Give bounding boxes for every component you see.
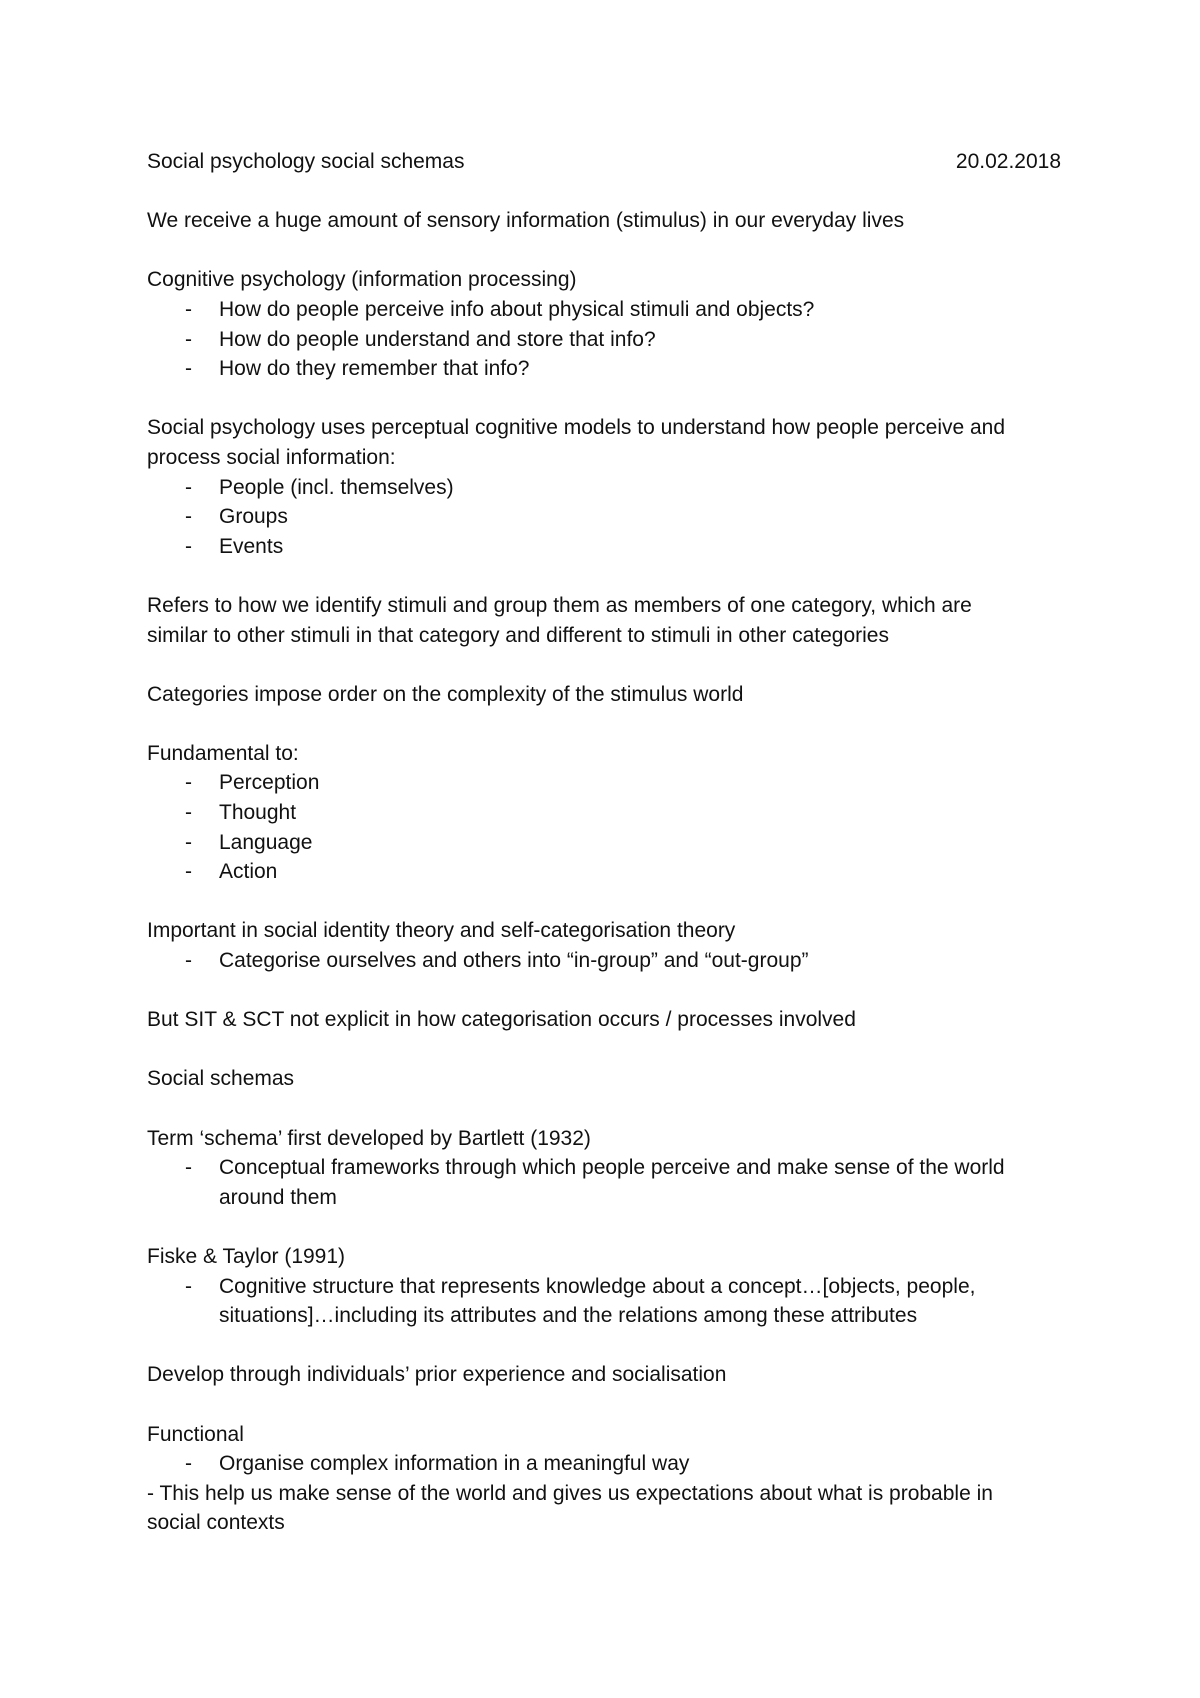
list-item: - How do they remember that info? (147, 354, 1061, 384)
list-item: - Groups (147, 502, 1061, 532)
section-important (147, 916, 1061, 975)
list-item-line: around them (219, 1185, 337, 1209)
list-item-line: - Cognitive structure that represents knowledge about a concept…[objects, people, (219, 1274, 976, 1298)
list-item: - Organise complex information in a meaningful way (147, 1449, 1061, 1479)
list-item-line: - Conceptual frameworks through which people perceive and make sense of the world (219, 1156, 1005, 1180)
develop-paragraph: Develop through individuals’ prior experience and socialisation (147, 1363, 727, 1387)
section-refers (147, 591, 1061, 650)
document-title: Social psychology social schemas (147, 150, 465, 173)
sit-sct-paragraph: But SIT & SCT not explicit in how categorisation occurs / processes involved (147, 1008, 856, 1032)
list-item: - People (incl. themselves) (147, 473, 1061, 503)
document-date: 20.02.2018 (955, 150, 1061, 173)
section-social (147, 413, 1061, 561)
section-heading: Cognitive psychology (information processing) (147, 268, 577, 292)
section-heading: Fundamental to: (147, 741, 299, 765)
section-functional (147, 1420, 1061, 1538)
list-item: - Language (147, 828, 1061, 858)
categories-paragraph: Categories impose order on the complexity of the stimulus world (147, 682, 744, 706)
section-heading: Important in social identity theory and self-categorisation theory (147, 919, 736, 943)
list-item: - Perception (147, 768, 1061, 798)
list-item (147, 1272, 1061, 1331)
paragraph-line: process social information: (147, 445, 396, 469)
list-item-line: situations]…including its attributes and the relations among these attributes (219, 1304, 918, 1328)
section-heading: Term ‘schema’ first developed by Bartlett (1932) (147, 1126, 591, 1150)
bullet-list (147, 1153, 1061, 1212)
bullet-list (147, 1272, 1061, 1331)
intro-paragraph: We receive a huge amount of sensory information (stimulus) in our everyday lives (147, 209, 905, 233)
bullet-list (147, 1449, 1061, 1479)
paragraph-line: - This help us make sense of the world and gives us expectations about what is probable in (147, 1481, 993, 1505)
document-page (147, 147, 1061, 1538)
paragraph-line: Refers to how we identify stimuli and group them as members of one category, which are (147, 593, 972, 617)
list-item: - Categorise ourselves and others into “in-group” and “out-group” (147, 946, 1061, 976)
section-heading: Functional (147, 1422, 244, 1446)
bullet-list (147, 295, 1061, 384)
paragraph-line: similar to other stimuli in that category and different to stimuli in other categories (147, 623, 889, 647)
bullet-list (147, 768, 1061, 886)
list-item: - How do people perceive info about physical stimuli and objects? (147, 295, 1061, 325)
paragraph-line: Social psychology uses perceptual cognitive models to understand how people perceive and (147, 416, 1006, 440)
section-cognitive (147, 265, 1061, 383)
social-schemas-heading: Social schemas (147, 1067, 295, 1091)
document-header (147, 147, 1061, 177)
bullet-list (147, 946, 1061, 976)
section-bartlett (147, 1124, 1061, 1213)
list-item: - How do people understand and store that info? (147, 325, 1061, 355)
bullet-list (147, 473, 1061, 562)
list-item: - Thought (147, 798, 1061, 828)
list-item: - Events (147, 532, 1061, 562)
section-fiske (147, 1242, 1061, 1331)
list-item: - Action (147, 857, 1061, 887)
section-fundamental (147, 739, 1061, 887)
list-item (147, 1153, 1061, 1212)
paragraph-line: social contexts (147, 1511, 285, 1535)
section-heading: Fiske & Taylor (1991) (147, 1244, 346, 1268)
